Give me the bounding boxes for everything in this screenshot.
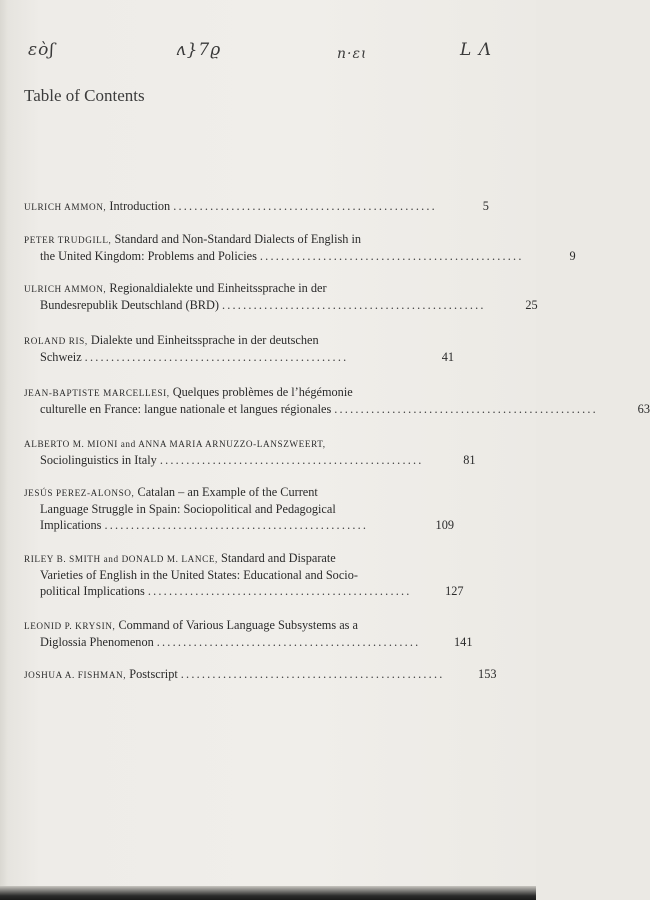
toc-author: JEAN-BAPTISTE MARCELLESI, bbox=[24, 388, 170, 398]
toc-author: ALBERTO M. MIONI and ANNA MARIA ARNUZZO-LANSZWEERT, bbox=[24, 439, 326, 449]
toc-author: ULRICH AMMON, bbox=[24, 284, 107, 294]
toc-title-line: Standard and Disparate bbox=[221, 551, 336, 565]
toc-title-line: Schweiz bbox=[40, 350, 82, 364]
handwritten-note-4: L Λ bbox=[460, 40, 492, 60]
toc-title-line: political Implications bbox=[40, 584, 145, 598]
toc-entry bbox=[24, 198, 489, 215]
toc-page-number: 5 bbox=[482, 199, 489, 213]
leader-dots: .................................................. bbox=[147, 584, 412, 598]
leader-dots: .................................................. bbox=[259, 249, 524, 263]
page-title: Table of Contents bbox=[24, 86, 145, 105]
leader-dots: .................................................. bbox=[84, 350, 349, 364]
toc-title-line: Language Struggle in Spain: Sociopolitical and Pedagogical bbox=[40, 502, 336, 516]
handwritten-note-1: ɛòʃ bbox=[28, 40, 55, 60]
toc-title-line: Implications bbox=[40, 518, 102, 532]
toc-title-line: Regionaldialekte und Einheitssprache in der bbox=[109, 281, 327, 295]
toc-page-number: 63 bbox=[637, 402, 650, 416]
leader-dots: .................................................. bbox=[156, 635, 421, 649]
toc-title-line: Bundesrepublik Deutschland (BRD) bbox=[40, 298, 219, 312]
toc-entry bbox=[24, 280, 538, 313]
toc-title-line: Postscript bbox=[129, 667, 178, 681]
toc-title-line: Quelques problèmes de l’hégémonie bbox=[172, 385, 353, 399]
handwritten-note-3: n·ɛɩ bbox=[337, 46, 368, 62]
toc-entry bbox=[24, 617, 473, 650]
toc-page-number: 41 bbox=[441, 350, 454, 364]
toc-author: JOSHUA A. FISHMAN, bbox=[24, 670, 127, 680]
toc-title-line: culturelle en France: langue nationale et langues régionales bbox=[40, 402, 332, 416]
toc-title-line: Introduction bbox=[109, 199, 171, 213]
toc-page-number: 141 bbox=[454, 635, 473, 649]
toc-page-number: 127 bbox=[445, 584, 464, 598]
toc-title-line: Dialekte und Einheitssprache in der deutschen bbox=[90, 333, 319, 347]
leader-dots: .................................................. bbox=[180, 667, 445, 681]
toc-author: LEONID P. KRYSIN, bbox=[24, 621, 116, 631]
toc-page-number: 25 bbox=[525, 298, 538, 312]
toc-author: RILEY B. SMITH and DONALD M. LANCE, bbox=[24, 554, 218, 564]
scan-edge-shadow bbox=[0, 886, 536, 900]
toc-entry bbox=[24, 384, 650, 417]
toc-title-line: Standard and Non-Standard Dialects of English in bbox=[114, 232, 362, 246]
toc-page-number: 109 bbox=[435, 518, 454, 532]
toc-title-line: the United Kingdom: Problems and Policies bbox=[40, 249, 257, 263]
toc-entry bbox=[24, 435, 476, 468]
toc-author: PETER TRUDGILL, bbox=[24, 235, 112, 245]
toc-entry bbox=[24, 231, 576, 264]
toc-title-line: Diglossia Phenomenon bbox=[40, 635, 154, 649]
toc-author: JESÚS PEREZ-ALONSO, bbox=[24, 488, 135, 498]
toc-entry bbox=[24, 332, 454, 365]
leader-dots: .................................................. bbox=[104, 518, 369, 532]
toc-title-line: Command of Various Language Subsystems as a bbox=[118, 618, 358, 632]
toc-title-line: Varieties of English in the United States: Educational and Socio- bbox=[40, 568, 358, 582]
leader-dots: .................................................. bbox=[221, 298, 486, 312]
leader-dots: .................................................. bbox=[173, 199, 437, 213]
toc-author: ULRICH AMMON, bbox=[24, 202, 107, 212]
toc-page-number: 9 bbox=[569, 249, 576, 263]
handwritten-note-2: ʌ}7ϱ bbox=[176, 40, 222, 60]
leader-dots: .................................................. bbox=[334, 402, 598, 416]
toc-title-line: Sociolinguistics in Italy bbox=[40, 453, 157, 467]
leader-dots: .................................................. bbox=[159, 453, 424, 467]
toc-entry bbox=[24, 484, 454, 533]
toc-entry bbox=[24, 550, 464, 599]
toc-page-number: 81 bbox=[463, 453, 476, 467]
toc-title-line: Catalan – an Example of the Current bbox=[137, 485, 318, 499]
toc-entry bbox=[24, 666, 497, 683]
toc-page-number: 153 bbox=[478, 667, 497, 681]
toc-author: ROLAND RIS, bbox=[24, 336, 88, 346]
